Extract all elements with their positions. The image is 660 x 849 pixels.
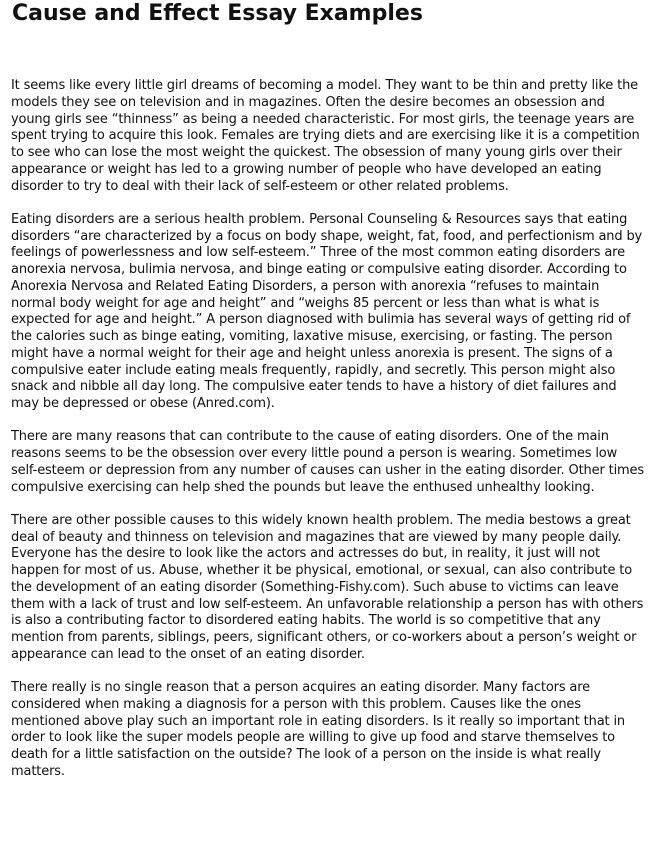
essay-paragraph-3: There are many reasons that can contribute to the cause of eating disorders. One of the main reasons seems to be the obsession over every little pound a person is wearing. Sometimes low self-esteem or depression from any number of causes can usher in the eating disorder. Other times compulsive exercising can help shed the pounds but leave the enthused unhealthy looking. bbox=[11, 429, 645, 495]
essay-paragraph-1: It seems like every little girl dreams of becoming a model. They want to be thin and pretty like the models they see on television and in magazines. Often the desire becomes an obsession and young girls see “thinness” as being a needed characteristic. For most girls, the teenage years are spent trying to acquire this look. Females are trying diets and are exercising like it is a competition to see who can lose the most weight the quickest. The obsession of many young girls over their appearance or weight has led to a growing number of people who have developed an eating disorder to try to deal with their lack of self-esteem or other related problems. bbox=[11, 78, 640, 194]
essay-paragraph-4: There are other possible causes to this widely known health problem. The media bestows a great deal of beauty and thinness on television and magazines that are viewed by many people daily. Everyone has the desire to look like the actors and actresses do but, in reality, it just will not happen for most of us. Abuse, whether it be physical, emotional, or sexual, can also contribute to the development of an eating disorder (Something-Fishy.com). Such abuse to victims can leave them with a lack of trust and low self-esteem. An unfavorable relationship a person has with others is also a contributing factor to disordered eating habits. The world is so competitive that any mention from parents, siblings, peers, significant others, or co-workers about a person’s weight or appearance can lead to the onset of an eating disorder. bbox=[11, 512, 644, 662]
essay-paragraph-5: There really is no single reason that a person acquires an eating disorder. Many factors are considered when making a diagnosis for a person with this problem. Causes like the ones mentioned above play such an important role in eating disorders. Is it really so important that in order to look like the super models people are willing to give up food and starve themselves to death for a little satisfaction on the outside? The look of a person on the inside is what really matters. bbox=[11, 680, 625, 779]
essay-paragraph-2: Eating disorders are a serious health problem. Personal Counseling & Resources says that eating disorders “are characterized by a focus on body shape, weight, fat, food, and perfectionism and by feelings of powerlessness and low self-esteem.” Three of the most common eating disorders are anorexia nervosa, bulimia nervosa, and binge eating or compulsive eating disorder. According to Anorexia Nervosa and Related Eating Disorders, a person with anorexia “refuses to maintain normal body weight for age and height” and “weighs 85 percent or less than what is what is expected for age and height.” A person diagnosed with bulimia has several ways of getting rid of the calories such as binge eating, vomiting, laxative misuse, exercising, or fasting. The person might have a normal weight for their age and height unless anorexia is present. The signs of a compulsive eater include eating meals frequently, rapidly, and secretly. This person might also snack and nibble all day long. The compulsive eater tends to have a history of diet failures and may be depressed or obese (Anred.com). bbox=[11, 211, 643, 411]
essay-body bbox=[11, 78, 647, 797]
page-title: Cause and Effect Essay Examples bbox=[12, 1, 423, 26]
